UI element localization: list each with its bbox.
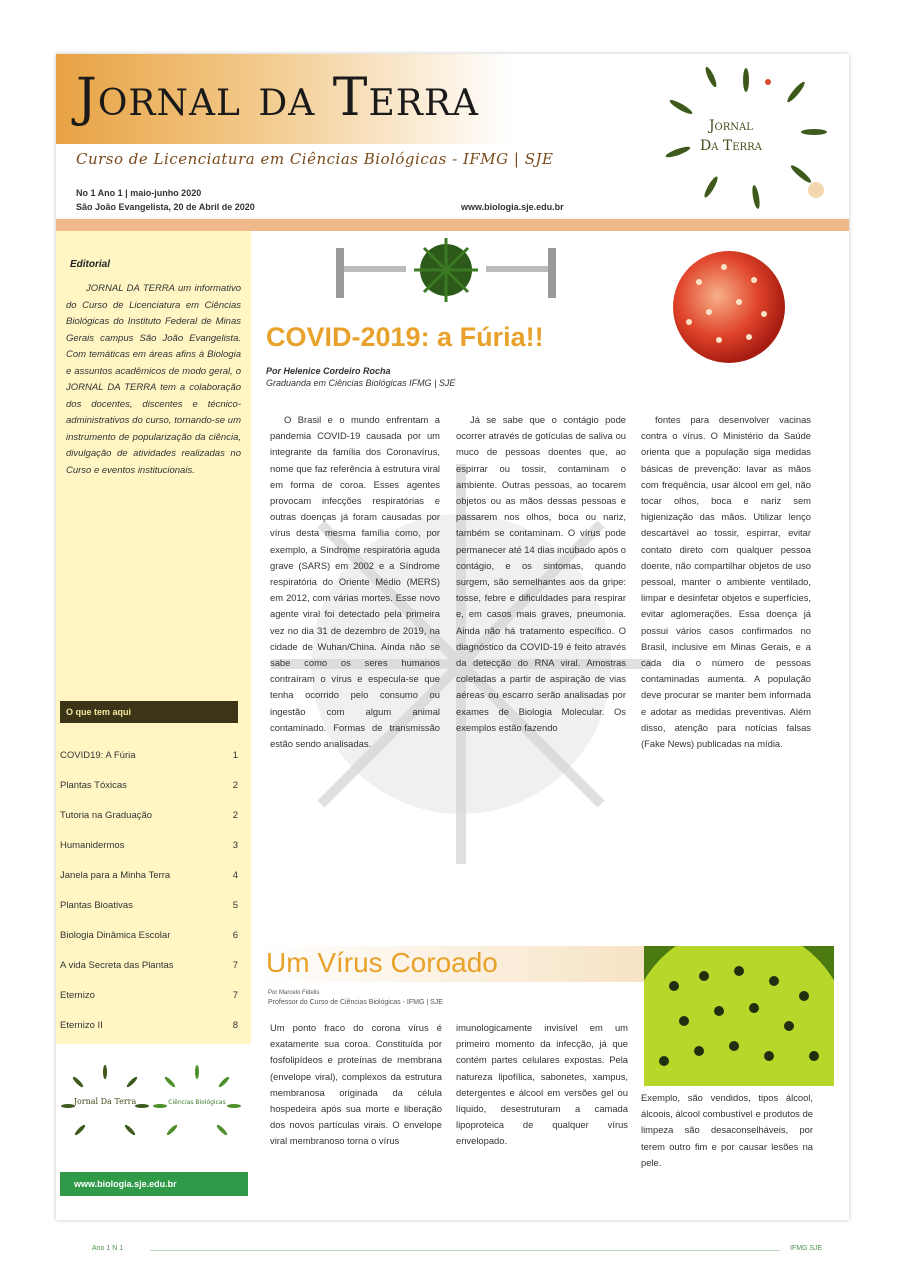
article2-column-2: imunologicamente invisível em um primeiro momento da infecção, já que contém partes celulares expostas. Pela natureza lipofílica, sabonetes, xampus, detergentes e álcool em versões gel ou líquido, desestruturam a camada lipoproteica de qualquer vírus envelopado. [456,1022,628,1147]
toc-item[interactable]: Eternizo 7 [60,990,238,1001]
green-virus-closeup-image [644,946,834,1086]
footer-left: Ano 1 N 1 [92,1245,124,1252]
article-byline: Por Helenice Cordeiro Rocha [266,366,391,376]
article-title: COVID-2019: a Fúria!! [266,322,544,352]
newsletter-page [56,54,849,1220]
jornal-mini-logo-icon [60,1064,150,1144]
article-column-2: Já se sabe que o contágio pode ocorrer através de gotículas de saliva ou muco de pessoas doentes que, ao espirrar ou tossir, contaminam o ambiente. Outras pessoas, ao tocarem objetos ou as mãos dessas pessoas e passarem nos olhos, boca ou nariz, também se contaminam. O vírus pode permanecer até 14 dias incubado após o contágio, e os sintomas, quando surgem, são semelhantes aos da gripe: tosse, febre e dificuldades para respirar e, em casos mais graves, pneumonia. Ainda não há tratamento específico. O diagnóstico da COVID-19 é feito através da detecção do RNA viral. Amostras coletadas a partir de aspiração de vias aéreas ou escarro serão analisadas por exames de Biologia Molecular. Os exemplos estão fazendo [456,414,626,733]
header-rule [56,219,849,231]
masthead-banner [56,54,626,144]
article2-column-3: Exemplo, são vendidos, tipos álcool, álcoois, álcool combustível e produtos de limpeza são desaconselháveis, por terem outro fim e por causar lesões na pele. [641,1092,813,1168]
sidebar [56,231,251,1044]
sidebar-footer [56,1044,251,1220]
toc-item[interactable]: Plantas Tóxicas 2 [60,780,238,791]
editorial-heading: Editorial [70,259,111,270]
toc-item[interactable]: Biologia Dinâmica Escolar 6 [60,930,238,941]
toc-item[interactable]: Plantas Bioativas 5 [60,900,238,911]
logo-text: Jornal Da Terra [700,118,762,154]
article2-author-role: Professor do Curso de Ciências Biológicas - IFMG | SJE [268,999,443,1006]
article-column-1: O Brasil e o mundo enfrentam a pandemia COVID-19 causada por um integrante da família dos Coronavírus, nome que faz referência à estrutura viral em forma de coroa. Esses agentes provocam infecções respiratórias e outras doenças já foram causadas por vírus desta mesma família como, por exemplo, a Síndrome respiratória aguda grave (SARS) em 2002 e a Síndrome respiratória do Oriente Médio (MERS) em 2012, com várias mortes. Esse novo agente viral foi detectado pela primeira vez no dia 31 de dezembro de 2019, na cidade de Wuhan/China. Ainda não se sabe como os seres humanos contraíram o vírus e especula-se que tenha ocorrido pelo consumo ou ingestão com algum animal contaminado. Formas de transmissão estão sendo analisadas. [270,414,440,750]
biologia-mini-logo-icon [152,1064,242,1144]
toc-item[interactable]: Eternizo II 8 [60,1020,238,1031]
toc-item[interactable]: Janela para a Minha Terra 4 [60,870,238,881]
article2-title: Um Vírus Coroado [266,947,498,978]
article-author-role: Graduanda em Ciências Biológicas IFMG | SJE [266,378,456,388]
toc-item[interactable]: A vida Secreta das Plantas 7 [60,960,238,971]
footer-line [150,1250,780,1251]
svg-text:Ciências Biológicas: Ciências Biológicas [168,1099,226,1106]
footer-right: IFMG SJE [790,1245,823,1252]
masthead-subtitle: Curso de Licenciatura em Ciências Biológicas - IFMG | SJE [76,150,554,168]
place-date: São João Evangelista, 20 de Abril de 2020 [76,202,255,212]
toc-item[interactable]: Tutoria na Graduação 2 [60,810,238,821]
toc-item[interactable]: Humanidermos 3 [60,840,238,851]
masthead-title: Jornal da Terra [76,68,479,128]
website-link[interactable]: www.biologia.sje.edu.br [60,1172,248,1196]
toc-item[interactable]: COVID19: A Fúria 1 [60,750,238,761]
issue-info: No 1 Ano 1 | maio-junho 2020 [76,188,202,198]
red-virus-image [664,242,794,372]
article2-byline: Por Marcelo Fidelis [268,990,320,996]
svg-text:Jornal Da Terra: Jornal Da Terra [73,1097,137,1106]
article-column-3: fontes para desenvolver vacinas contra o vírus. O Ministério da Saúde orienta que a população siga medidas básicas de prevenção: lavar as mãos com frequência, usar álcool em gel, não tocar olhos, boca e nariz sem higienização das mãos. Utilizar lenço descartável ao tossir, espirrar, evitar contato direto com qualquer pessoa doente, não compartilhar objetos de uso pessoal, manter o ambiente ventilado, limpar e desinfetar objetos e superfícies, evitar aglomerações. Essa doença já possui vários casos confirmados no Brasil, inclusive em Minas Gerais, e a cada dia o número de pessoas contaminadas aumenta. A população deve procurar se manter bem informada e adotar as medidas preventivas. Além disso, atenção para notícias falsas (Fake News) publicadas na mídia. [641,414,811,750]
masthead-url[interactable]: www.biologia.sje.edu.br [461,202,564,212]
toc-heading: O que tem aqui [60,701,238,723]
article2-column-1: Um ponto fraco do corona vírus é exatamente sua coroa. Constituída por fosfolipídeos e proteínas de membrana (envelope viral), complexos da estrutura membranosa originada da célula hospedeira após sua morte e liberação dos novos partículas virais. O envelope viral membranoso torna o vírus [270,1022,442,1147]
table-of-contents [60,749,238,1049]
editorial-body: JORNAL DA TERRA um informativo do Curso de Licenciatura em Ciências Biológicas do Instituto Federal de Minas Gerais campus São João Evangelista. Com temáticas em áreas afins à Biologia e assuntos acadêmicos de modo geral, o JORNAL DA TERRA tem a colaboração dos docentes, discentes e técnico-administrativos do curso, tornando-se um instrumento de popularização da ciência, divulgação de atividades realizadas no Curso e eventos institucionais. [66,283,241,476]
pipette-virus-illustration [326,238,566,308]
